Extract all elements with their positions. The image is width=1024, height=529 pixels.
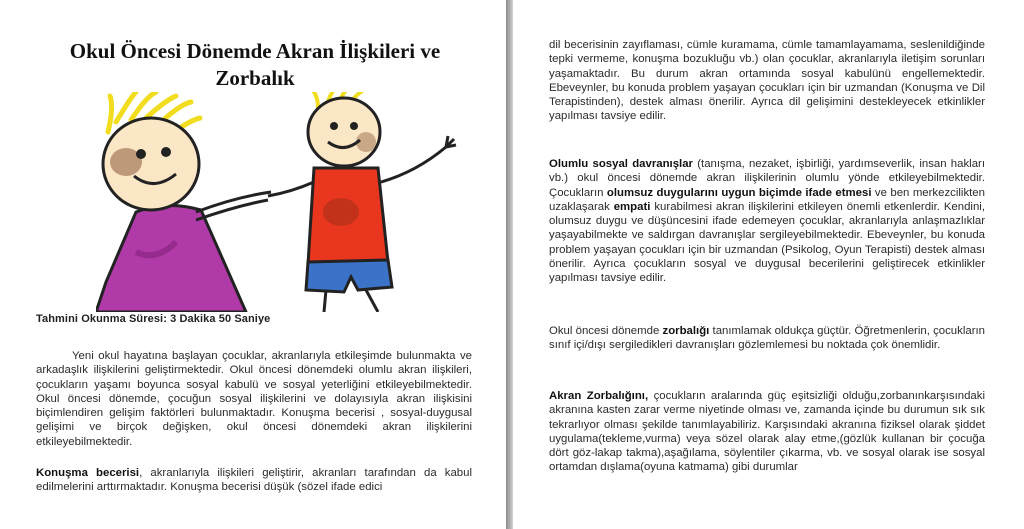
paragraph-text: Okul öncesi dönemde <box>549 325 663 337</box>
reading-time <box>36 313 270 325</box>
paragraph-text: tanımlamak oldukça güçtür. Öğretmenlerin, çocukların sınıf içi/dışı sergiledikleri davranışları gözlemlemesi bu noktada çok önemlidir. <box>549 325 985 352</box>
paragraph-peer-bullying <box>549 389 985 475</box>
paragraph-text: kurabilmesi akran ilişkilerini etkileyen önemli etkenlerdir. Kendini, olumsuz duygu ve düşüncesini ifade edemeyen çocuklar, akranlarıyla anlaşmazlıklar yaşayabilmekte ve saldırgan davranışlar sergileyebilmektedir. Ebeveynler, bu konuda problem yaşayan çocukları için bir uzmandan (Psikolog, Oyun Terapisti) destek alması önerilir. Ayrıca çocukların sosyal ve duygusal becerilerini geliştirecek etkinlikler yapılması tavsiye edilir. <box>549 200 985 285</box>
paragraph-text: ve ben merkezcilikten uzaklaşarak <box>549 186 985 213</box>
paragraph-text: (tanışma, nezaket, işbirliği, yardımseverlik, insan hakları vb.) okul öncesi dönemde akran ilişkilerinin olumlu yönde etkileyebilmektedir. Çocukların <box>549 158 985 199</box>
bold-term: Konuşma becerisi <box>36 467 140 479</box>
bold-term: zorbalığı <box>662 325 710 337</box>
article-title: Okul Öncesi Dönemde Akran İlişkileri ve Zorbalık <box>69 39 441 90</box>
paragraph-positive-behaviors <box>549 157 985 286</box>
paragraph-text: , akranlarıyla ilişkileri geliştirir, akranları tarafından da kabul edilmelerini arttırmaktadır. Konuşma becerisi düşük (sözel ifade edici <box>36 467 473 494</box>
bold-term: Olumlu sosyal davranışlar <box>549 158 693 170</box>
document-page-right <box>512 0 1024 529</box>
paragraph-intro: Yeni okul hayatına başlayan çocuklar, akranlarıyla etkileşimde bulunmakta ve arkadaşlık ilişkilerini geliştirmektedir. Okul öncesi dönemdeki olumlu akran ilişkileri, çocukların yaşamı boyunca sosyal kabulü ve sosyal yeterliğini etkileyebilmektedir. Okul öncesi dönemde, çocuğun sosyal ilişkilerini ve dolayısıyla akran ilişkisini biçimlendiren gelişim faktörleri bulunmaktadır. Konuşma becerisi , sosyal-duygusal gelişimi ve birçok değişken, okul öncesi dönemdeki akran ilişkilerini etkileyebilmektedir. <box>36 350 472 448</box>
children-illustration <box>96 92 480 312</box>
reading-time-value: 3 Dakika 50 Saniye <box>170 313 271 325</box>
paragraph-language-skill: dil becerisinin zayıflaması, cümle kuramama, cümle tamamlayamama, seslenildiğinde tepki vermeme, konuşma bozukluğu vb.) olan çocuklar, akranlarıyla iletişim sorunları yaşamaktadır. Bu durum akran ortamında sosyal kabulünü engellemektedir. Ebeveynler, bu konuda problem yaşayan çocukları için bir uzmandan (Konuşma ve Dil Terapistinden), destek alması önerilir. Ayrıca dil gelişimini destekleyecek etkinlikler yapılması tavsiye edilir. <box>549 39 985 123</box>
reading-time-label: Tahmini Okunma Süresi: <box>36 313 167 325</box>
paragraph-bullying-definition <box>549 324 985 353</box>
bold-term: olumsuz duygularını uygun biçimde ifade etmesi <box>606 186 872 199</box>
bold-term: Akran Zorbalığını, <box>549 390 649 402</box>
document-page-left <box>0 0 506 529</box>
paragraph-text: çocukların aralarında güç eşitsizliği olduğu,zorbanınkarşısındaki akranına kasten zarar verme niyetinde olması ve, zamanda içinde bu durumun sık sık tekrarlıyor olması şekilde tanımlayabiliriz. Karşısındaki akranına fiziksel olarak şiddet uygulama(tekleme,vurma) veya sözel olarak alay etme,(gözlük kullanan bir çocuğa dört göz-lakap takma),aşağılama, söylentiler çıkarma, vb. ve sosyal olarak ise sosyal ortamdan dışlama(oyuna katmama) gibi durumlar <box>549 390 985 474</box>
bold-term: empati <box>613 200 651 213</box>
paragraph-speech-skill <box>36 466 472 495</box>
